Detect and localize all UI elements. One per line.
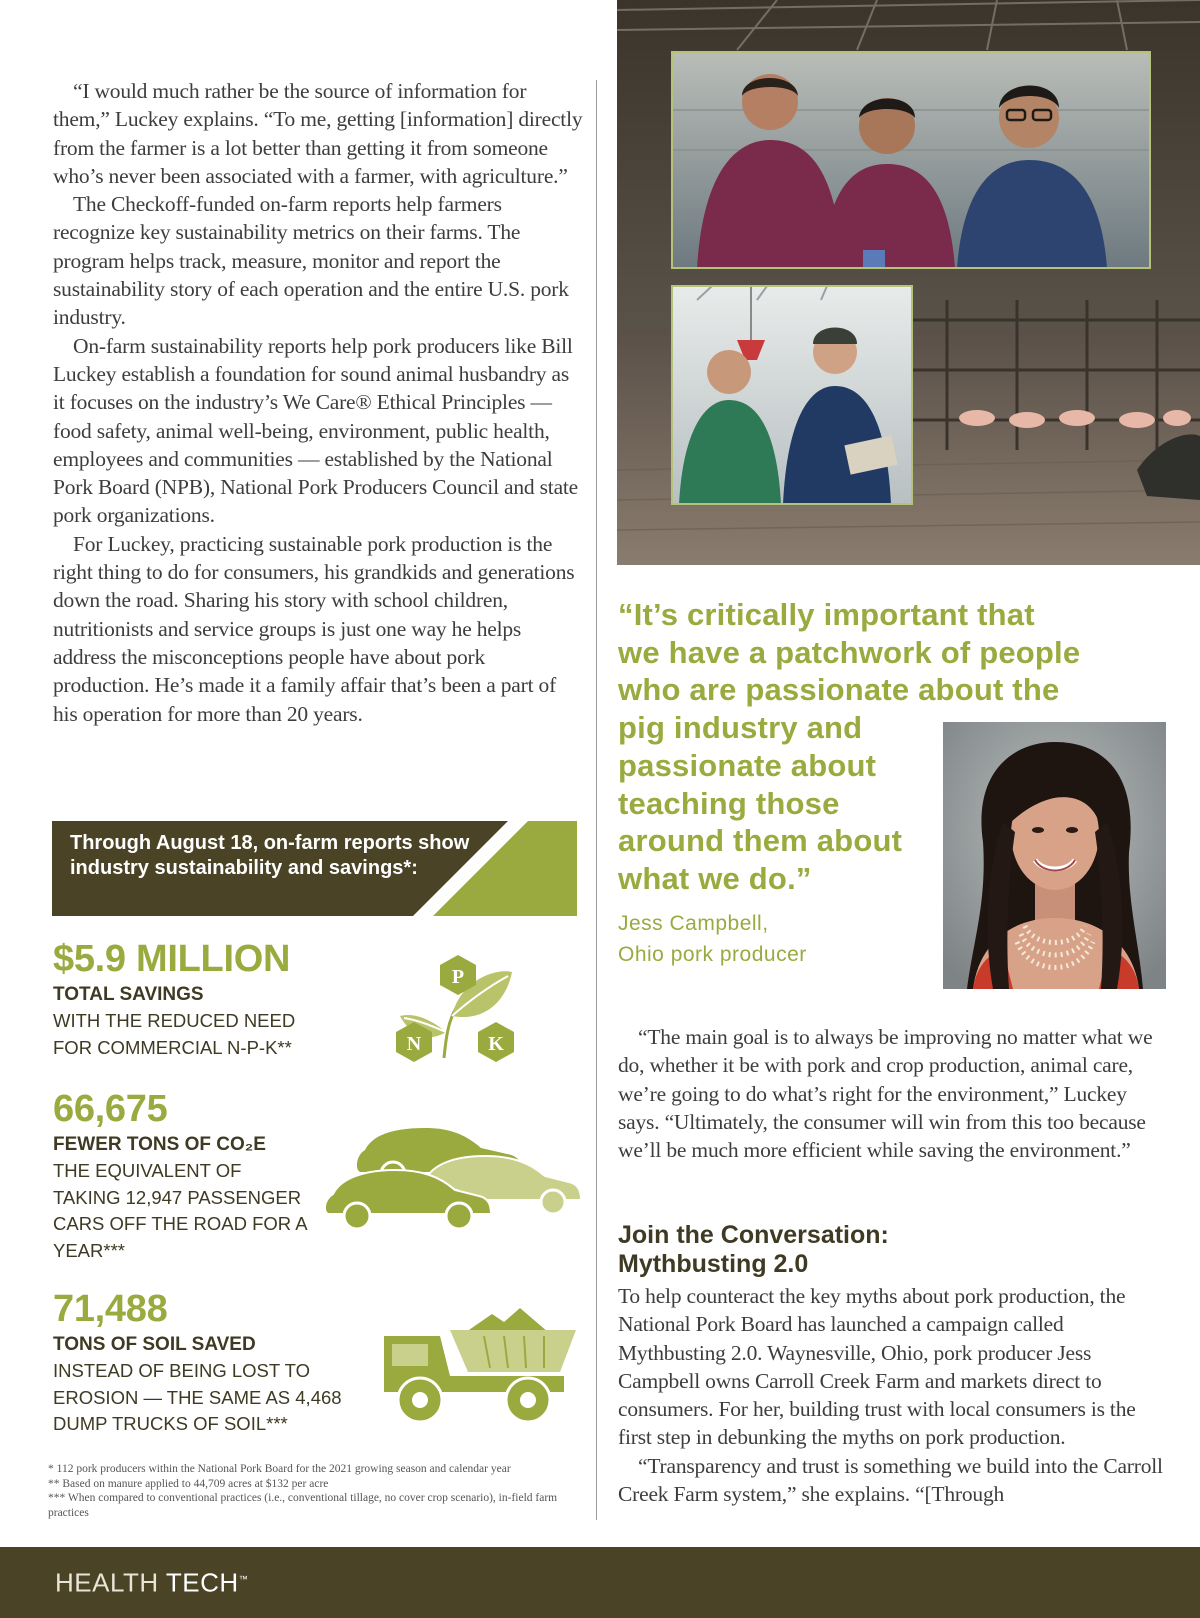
paragraph: The Checkoff-funded on-farm reports help farmers recognize key sustainability metrics on their farms. The program helps track, measure, monitor and report the sustainability story of each operation and the entire U.S. pork industry. — [53, 192, 569, 330]
right-article-text — [618, 1023, 1173, 1164]
stat-total-savings — [53, 937, 383, 1061]
paragraph: To help counteract the key myths about pork production, the National Pork Board has launched a campaign called Mythbusting 2.0. Waynesville, Ohio, pork producer Jess Campbell owns Carroll Creek Farm and markets direct to consumers. For her, building trust with local consumers is the first step in debunking the myths on pork production. — [618, 1284, 1136, 1450]
brand-health: HEALTH — [55, 1567, 159, 1598]
stat-value: 66,675 — [53, 1088, 168, 1130]
quote-line: pig industry and — [618, 710, 863, 746]
npk-leaf-icon — [386, 950, 531, 1070]
paragraph: “Transparency and trust is something we build into the Carroll Creek Farm system,” she explains. “[Through — [618, 1453, 1163, 1507]
photo-collage — [617, 0, 1200, 565]
stat-description: INSTEAD OF BEING LOST TO EROSION — THE SAME AS 4,468 DUMP TRUCKS OF SOIL*** — [53, 1360, 342, 1434]
barn-photo — [617, 0, 1200, 565]
quote-line: “It’s critically important that — [618, 597, 1035, 632]
npk-letter-n: N — [406, 1033, 422, 1055]
cars-icon — [325, 1120, 580, 1240]
quote-line: we have a patchwork of people — [618, 634, 1081, 670]
npk-letter-k: K — [488, 1033, 504, 1055]
stat-value: 71,488 — [53, 1288, 168, 1330]
left-article-text — [53, 77, 583, 728]
column-divider — [596, 80, 597, 1520]
attribution-title: Ohio pork producer — [618, 943, 807, 966]
stat-description: WITH THE REDUCED NEED FOR COMMERCIAL N-P-K** — [53, 1010, 296, 1058]
footnote: ** Based on manure applied to 44,709 acres at $132 per acre — [48, 1477, 329, 1490]
paragraph: For Luckey, practicing sustainable pork production is the right thing to do for consumers, his grandkids and generations down the road. Sharing his story with school children, nutritionists and service groups is just one way he helps address the misconceptions people have about pork production. He’s made it a family affair that’s been a part of his operation for more than 20 years. — [53, 531, 575, 726]
npk-letter-p: P — [451, 966, 465, 988]
workers-photo — [672, 52, 1150, 268]
stats-banner — [52, 821, 577, 916]
quote-line: what we do.” — [618, 860, 812, 896]
brand-tech: TECH — [165, 1567, 239, 1598]
inspection-photo — [672, 286, 912, 504]
footer-brand — [55, 1562, 248, 1600]
quote-attribution — [618, 908, 807, 970]
quote-line: who are passionate about the — [618, 672, 1060, 708]
quote-line: around them about — [618, 823, 903, 859]
stat-value: $5.9 MILLION — [53, 938, 291, 980]
attribution-name: Jess Campbell, — [618, 912, 769, 935]
footnote: *** When compared to conventional practices (i.e., conventional tillage, no cover crop scenario), in-field farm practices — [48, 1492, 558, 1519]
stat-label: TOTAL SAVINGS — [53, 984, 204, 1005]
heading-line: Join the Conversation: — [618, 1221, 889, 1249]
paragraph: On-farm sustainability reports help pork producers like Bill Luckey establish a foundation for sound animal husbandry as it focuses on the industry’s We Care® Ethical Principles — food safety, animal well-being, environment, public health, employees and communities — established by the National Pork Board (NPB), National Pork Producers Council and state pork organizations. — [53, 333, 579, 528]
heading-line: Mythbusting 2.0 — [618, 1250, 809, 1278]
paragraph: “The main goal is to always be improving no matter what we do, whether it be with pork and crop production, animal care, we’re going to do what’s right for the environment,” Luckey says. “Ultimately, the consumer will win from this too because we’ll be much more efficient while saving the environment.” — [618, 1025, 1153, 1163]
quote-line: teaching those — [618, 785, 840, 821]
stat-label: TONS OF SOIL SAVED — [53, 1334, 256, 1355]
portrait-photo — [943, 722, 1166, 989]
section-heading — [618, 1221, 1173, 1279]
right-article-text-continued — [618, 1282, 1173, 1508]
dump-truck-icon — [380, 1296, 580, 1426]
jess-campbell-portrait — [943, 722, 1166, 989]
stat-soil-saved — [53, 1287, 373, 1438]
brand-mark: ™ — [238, 1574, 249, 1584]
stat-description: THE EQUIVALENT OF TAKING 12,947 PASSENGER CARS OFF THE ROAD FOR A YEAR*** — [53, 1160, 307, 1261]
footnote: * 112 pork producers within the National Pork Board for the 2021 growing season and calendar year — [48, 1463, 511, 1475]
paragraph: “I would much rather be the source of information for them,” Luckey explains. “To me, getting [information] directly from the farmer is a lot better than getting it from someone who’s never been associated with a farmer, with agriculture.” — [53, 79, 583, 188]
footnotes — [48, 1462, 588, 1520]
banner-text: Through August 18, on-farm reports show industry sustainability and savings*: — [70, 832, 470, 879]
stat-co2e — [53, 1087, 353, 1264]
quote-line: passionate about — [618, 747, 877, 783]
stat-label: FEWER TONS OF CO₂E — [53, 1134, 266, 1155]
